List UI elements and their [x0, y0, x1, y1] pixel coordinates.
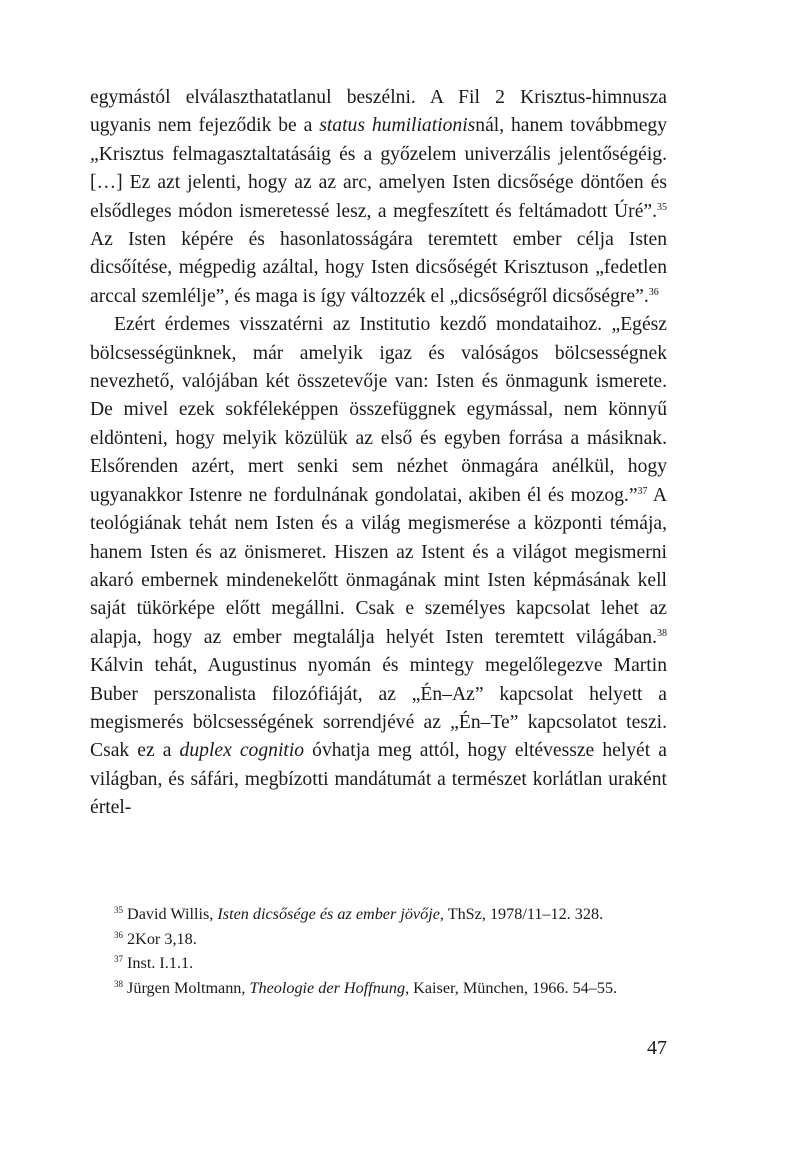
footnote-37 [90, 951, 667, 976]
footnote-ref: 35 [657, 201, 667, 213]
text-run: Kaiser, München, 1966. 54–55. [409, 978, 618, 997]
text-run: Az Isten képére és hasonlatosságára teremtett ember célja Isten dicsőítése, mégpedig azáltal, hogy Isten dicsőségét Krisztuson „fedetlen arccal szemlélje”, és maga is így változzék el „dicsőségről dicsőségre”. [90, 229, 667, 307]
footnote-ref: 35 [114, 905, 123, 915]
text-run: nál, hanem továbbmegy „Krisztus felmagasztaltatásáig és a győzelem univerzális jelentőségéig. […] Ez azt jelenti, hogy az az arc, amelyen Isten dicsősége döntően és elsődleges módon ismeretessé lesz, a megfeszített és feltámadott Úré”. [90, 115, 667, 222]
paragraph-1 [90, 84, 667, 311]
text-run: 2Kor 3,18. [123, 929, 197, 948]
text-run: egymástól elválaszthatatlanul beszélni. A Fil 2 Krisztus-himnusza ugyanis nem fejeződik be a [90, 87, 667, 137]
footnote-35 [90, 902, 667, 927]
text-run: David Willis, [123, 905, 218, 923]
body-text [90, 84, 667, 823]
text-run: Inst. I.1.1. [123, 954, 194, 973]
text-run: óvhatja meg attól, hogy eltévessze helyét a világban, és sáfári, megbízotti mandátumát a természet korlátlan uraként értel- [90, 740, 667, 819]
footnote-ref: 36 [648, 286, 659, 298]
italic-text: Theologie der Hoffnung, [249, 978, 410, 997]
page-number: 47 [647, 1037, 667, 1059]
italic-text: Isten dicsősége és az ember jövője [217, 905, 440, 923]
text-run: Ezért érdemes visszatérni az Institutio kezdő mondataihoz. „Egész bölcsességünknek, már amelyik igaz és valóságos bölcsességnek nevezhető, valójában két összetevője van: Isten és önmagunk ismerete. De mivel ezek sokféleképpen összefüggnek egymással, nem könnyű eldönteni, hogy melyik közülük az első és egyben forrása a másiknak. Elsőrenden azért, mert senki sem nézhet önmagára anélkül, hogy ugyanakkor Istenre ne fordulnának gondolatai, akiben él és mozog.” [90, 314, 667, 506]
text-run: , ThSz, 1978/11–12. 328. [439, 905, 604, 923]
text-run: Kálvin tehát, Augustinus nyomán és mintegy megelőlegezve Martin Buber perszonalista filozófiáját, az „Én–Az” kapcsolat helyett a megismerés bölcsességének sorrendjévé az „Én–Te” kapcsolatot teszi. Csak ez a [90, 655, 667, 762]
italic-text: status humiliationis [319, 115, 476, 137]
footnote-ref: 38 [657, 627, 667, 639]
footnote-ref: 36 [114, 929, 123, 940]
footnote-38 [90, 976, 667, 1001]
footnote-ref: 37 [637, 485, 648, 497]
text-run: A teológiának tehát nem Isten és a világ megismerése a központi témája, hanem Isten és az önismeret. Hiszen az Istent és a világot megismerni akaró embernek mindenekelőtt önmagának mint Isten képmásának kell saját tükörképe előtt megállni. Csak e személyes kapcsolat lehet az alapja, hogy az ember megtalálja helyét Isten teremtett világában. [90, 484, 668, 648]
text-run: Jürgen Moltmann, [123, 978, 250, 997]
footnotes [90, 902, 667, 1000]
paragraph-2 [90, 311, 667, 822]
italic-text: duplex cognitio [179, 740, 305, 762]
footnote-ref: 38 [114, 978, 123, 989]
page-body [90, 84, 667, 823]
footnote-ref: 37 [114, 954, 123, 965]
footnote-36 [90, 927, 667, 952]
